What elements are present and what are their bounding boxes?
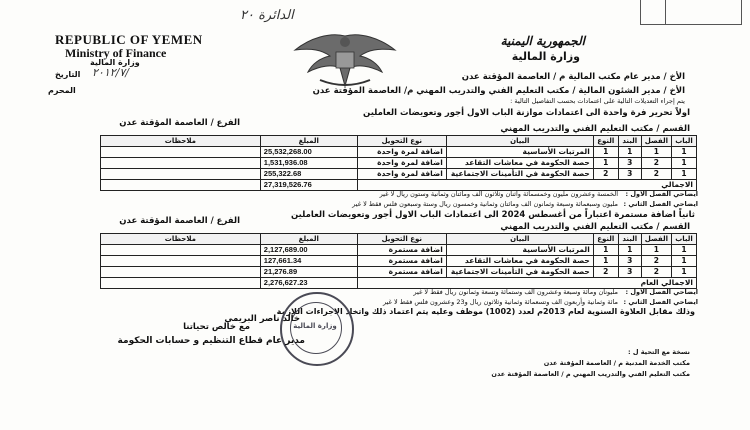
signatory-title: مدير عام قطاع التنظيم و حسابات الحكومة bbox=[117, 336, 305, 346]
table-row: 1 2 3 2 حصة الحكومة في التأمينات الاجتماعية اضافة لمرة واحدة 255,322.68 bbox=[101, 169, 697, 180]
table-row: 1 1 1 1 المرتبات الأساسية اضافة مستمرة 2,127,689.00 bbox=[101, 245, 697, 256]
table-header-row: الباب الفصل البند النوع البيان نوع التحويل المبلغ ملاحظات bbox=[101, 234, 697, 245]
section2-dept: القسم / مكتب التعليم الفني والتدريب المهني bbox=[500, 222, 690, 232]
table-row: 1 2 3 1 حصة الحكومة في معاشات التقاعد اضافة مستمرة 127,661.34 bbox=[101, 256, 697, 267]
recipient-line-1: الأخ / مدير عام مكتب المالية م / العاصمة المؤقتة عدن bbox=[461, 72, 685, 82]
section1-title: اولاً تحرير فرة واحدة الى اعتمادات موازنة الباب الاول أجور وتعويضات العاملين bbox=[363, 108, 690, 118]
table1 bbox=[100, 135, 697, 191]
arabic-republic: الجمهورية اليمنية bbox=[500, 34, 585, 48]
instruction-line: يتم إجراء التعديلات التالية على اعتمادات بحسب التفاصيل التالية : bbox=[510, 97, 685, 105]
table2-note2-label: ايضاحي الفصل الثاني : bbox=[623, 298, 698, 306]
corner-box-divider bbox=[665, 0, 666, 24]
table2-note2: مائة وثمانية وأربعون الف وتسعمائة وثمانية وثلاثون ريال و23 وعشرون فلس فقط لا غير bbox=[382, 298, 618, 306]
table-total-row: الاجمالي العام 2,276,627.23 bbox=[101, 278, 697, 289]
corner-box bbox=[640, 0, 742, 25]
table1-note2: مليون وسبعمائة وسبعة وثمانون الف ومائتان وثمانية وخمسون ريال وستة وسبعون فلس فقط لا غير bbox=[352, 200, 618, 208]
col-header: الفصل bbox=[641, 136, 671, 147]
col-header: البند bbox=[618, 136, 641, 147]
english-republic: REPUBLIC OF YEMEN bbox=[55, 32, 203, 47]
recipient-line-2: الأخ / مدير الشئون المالية / مكتب التعليم الفني والتدريب المهني م/ العاصمة المؤقتة عدن bbox=[312, 86, 685, 96]
col-header: ملاحظات bbox=[101, 136, 261, 147]
table-header-row bbox=[101, 136, 697, 147]
closing-note: وذلك مقابل العلاوة السنوية لعام 2013م لعدد (1002) موظف وعليه يتم اعتماد ذلك واتخاذ الاجراءات اللازمة bbox=[276, 307, 695, 316]
arabic-ministry: وزارة المالية bbox=[511, 50, 580, 63]
signatory-name: خالد ناصر البريمي bbox=[224, 314, 300, 324]
col-header: النوع bbox=[593, 136, 618, 147]
stamp-text: وزارة المالية bbox=[293, 322, 337, 330]
section2-branch: الفرع / العاصمة المؤقتة عدن bbox=[119, 216, 240, 226]
handwritten-top-note: الدائرة ٢٠ bbox=[240, 8, 294, 23]
table1-note1: الخمسة وعشرون مليون وخمسمائة واثنان وثلاثون الف ومائتان وثمانية وستون ريال لا غير bbox=[379, 190, 618, 198]
table-total-row: الاجمالي 27,319,526.76 bbox=[101, 180, 697, 191]
greeting: مع خالص تحياتنا bbox=[183, 322, 250, 332]
copy-header: نسخة مع التحية ل : bbox=[627, 348, 690, 356]
table-row: 1 2 3 1 حصة الحكومة في معاشات التقاعد اضافة لمرة واحدة 1,531,936.08 bbox=[101, 158, 697, 169]
handwritten-date: ٢٠١٢/٧/ bbox=[92, 66, 129, 79]
col-header: الباب bbox=[672, 136, 697, 147]
table1-note2-label: ايضاحي الفصل الثاني : bbox=[623, 200, 698, 208]
copy-line-1: مكتب الخدمة المدنية م / العاصمة المؤقتة عدن bbox=[543, 359, 690, 367]
section2-title: ثانياً اضافة مستمرة اعتباراً من أغسطس 2024 الى اعتمادات الباب الاول أجور وتعويضات العاملين bbox=[291, 210, 695, 220]
english-ministry: Ministry of Finance bbox=[65, 46, 167, 60]
table2-note1-label: ايضاحي الفصل الاول : bbox=[625, 288, 698, 296]
table2-note1: مليونان ومائة وسبعة وعشرون الف وستمائة وتسعة وثمانون ريال فقط لا غير bbox=[413, 288, 618, 296]
col-header: المبلغ bbox=[260, 136, 357, 147]
col-header: البيان bbox=[446, 136, 593, 147]
section1-branch: الفرع / العاصمة المؤقتة عدن bbox=[119, 118, 240, 128]
date-label: التاريخ bbox=[55, 70, 81, 79]
table-row: 1 2 3 2 حصة الحكومة في التأمينات الاجتماعية اضافة مستمرة 21,276.89 bbox=[101, 267, 697, 278]
table1-note1-label: ايضاحي الفصل الاول : bbox=[625, 190, 698, 198]
hijri-label: المحرم bbox=[48, 86, 76, 95]
table-row: 1 1 1 1 المرتبات الأساسية اضافة لمرة واحدة 25,532,268.00 bbox=[101, 147, 697, 158]
col-header: نوع التحويل bbox=[357, 136, 446, 147]
ministry-small: وزارة المالية bbox=[90, 58, 140, 67]
copy-line-2: مكتب التعليم الفني والتدريب المهني م / العاصمة المؤقتة عدن bbox=[491, 370, 690, 378]
section1-dept: القسم / مكتب التعليم الفني والتدريب المهني bbox=[500, 124, 690, 134]
table2 bbox=[100, 233, 697, 289]
